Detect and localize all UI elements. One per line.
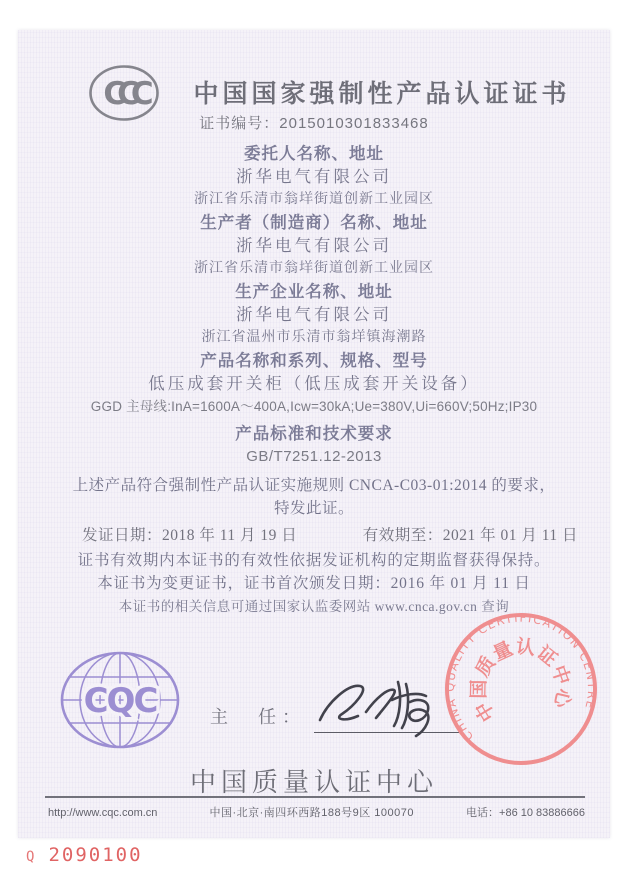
ccc-letters: CCC (103, 76, 145, 112)
validity-note: 证书有效期内本证书的有效性依据发证机构的定期监督获得保持。 (77, 552, 551, 569)
official-stamp-icon (431, 599, 611, 779)
statement-line-2: 特发此证。 (273, 500, 354, 517)
footer-divider (45, 796, 585, 798)
director-label: 主 任： (210, 707, 306, 727)
statement-line-1: 上述产品符合强制性产品认证实施规则 CNCA-C03-01:2014 的要求， (72, 477, 556, 494)
factory-address: 浙江省温州市乐清市翁垟镇海潮路 (201, 330, 427, 345)
issue-date: 发证日期：2018 年 11 月 19 日 (82, 527, 298, 544)
factory-name: 浙华电气有限公司 (236, 305, 392, 324)
manufacturer-address: 浙江省乐清市翁垟街道创新工业园区 (194, 261, 434, 276)
certificate-body (18, 142, 610, 618)
footer-website: http://www.cqc.com.cn (48, 807, 158, 819)
cqc-letters: CQC (83, 681, 157, 721)
standard-number: GB/T7251.12-2013 (246, 448, 382, 465)
change-note: 本证书为变更证书，证书首次颁发日期：2016 年 01 月 11 日 (97, 575, 531, 592)
director-row (210, 690, 459, 733)
valid-until: 有效期至：2021 年 01 月 11 日 (362, 527, 578, 544)
serial-number-row (26, 844, 143, 866)
manufacturer-name: 浙华电气有限公司 (236, 236, 392, 255)
certificate-title: 中国国家强制性产品认证证书 (193, 80, 571, 108)
product-spec: GGD 主母线:InA=1600A～400A,Icw=30kA;Ue=380V,Ui=660V;50Hz;IP30 (90, 399, 538, 414)
footer-phone: 电话：+86 10 83886666 (466, 807, 585, 819)
serial-number: 2090100 (48, 844, 143, 866)
info-note: 本证书的相关信息可通过国家认监委网站 www.cnca.gov.cn 查询 (118, 599, 510, 614)
certificate-number-row (18, 112, 610, 133)
footer-row (48, 804, 585, 820)
section-heading-manufacturer: 生产者（制造商）名称、地址 (200, 213, 428, 232)
section-heading-product: 产品名称和系列、规格、型号 (200, 351, 428, 370)
product-name: 低压成套开关柜（低压成套开关设备） (148, 374, 480, 393)
certificate-number-label: 证书编号： (199, 115, 280, 132)
certificate-page (18, 30, 610, 838)
section-heading-standard: 产品标准和技术要求 (235, 424, 393, 443)
section-heading-applicant: 委托人名称、地址 (244, 144, 384, 163)
certificate-number: 2015010301833468 (279, 115, 429, 132)
cqc-logo (58, 648, 182, 752)
stamp-outer-text: CHINA QUALITY CERTIFICATION CENTRE (442, 610, 600, 744)
applicant-address: 浙江省乐清市翁垟街道创新工业园区 (194, 192, 434, 207)
stamp-inner-text: 中国质量认证中心 (468, 636, 574, 725)
dates-row (18, 524, 610, 547)
svg-text:中国质量认证中心 (460, 628, 579, 727)
svg-text:CHINA QUALITY CERTIFICATION (433, 601, 605, 746)
org-name: 中国质量认证中心 (189, 767, 438, 797)
serial-prefix: Q (26, 849, 35, 865)
applicant-name: 浙华电气有限公司 (236, 167, 392, 186)
footer-address: 中国·北京·南四环西路188号9区 100070 (209, 807, 415, 819)
section-heading-factory: 生产企业名称、地址 (235, 282, 393, 301)
